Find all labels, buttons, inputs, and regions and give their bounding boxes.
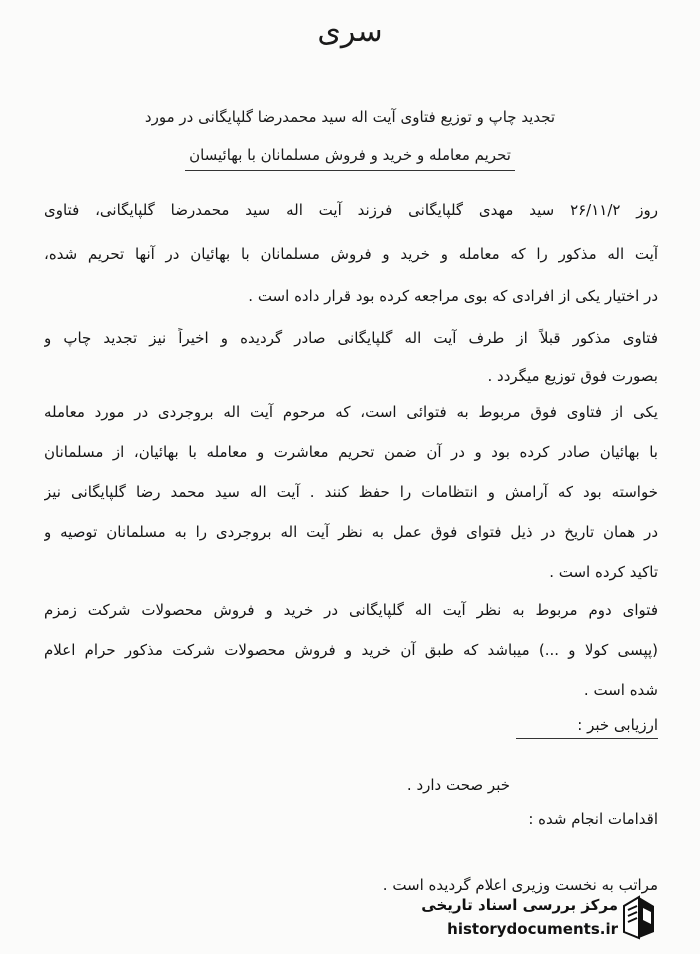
body-line-11: فتوای دوم مربوط به نظر آیت اله گلپایگانی در خرید و فروش محصولات شرکت زمزم [44,601,658,619]
assessment-heading: ارزیابی خبر : [577,716,658,734]
body-line-13: شده است . [583,681,658,699]
book-logo-icon [620,894,658,940]
document-title-line-1: تجدید چاپ و توزیع فتاوی آیت اله سید محمدرضا گلپایگانی در مورد [144,108,556,126]
assessment-heading-underline [516,738,658,739]
document-title-line-2: تحریم معامله و خرید و فروش مسلمانان با بهائیسان [189,146,511,164]
body-line-5: بصورت فوق توزیع میگردد . [487,367,658,385]
body-line-3: در اختیار یکی از افرادی که بوی مراجعه کرده بود قرار داده است . [248,287,658,305]
watermark-org-name: مرکز بررسی اسناد تاریخی [421,896,618,914]
assessment-accuracy: خبر صحت دارد . [406,776,510,794]
body-line-2: آیت اله مذکور را که معامله و خرید و فروش مسلمانان با بهائیان در آنها تحریم شده، [44,245,658,263]
body-line-10: تاکید کرده است . [549,563,658,581]
archive-watermark [418,888,658,946]
body-line-4: فتاوی مذکور قبلاً از طرف آیت اله گلپایگانی صادر گردیده و اخیراً نیز تجدید چاپ و [44,329,658,347]
body-line-8: خواسته بود که آرامش و انتظامات را حفظ کنند . آیت اله سید محمد رضا گلپایگانی نیز [44,483,658,501]
body-line-6: یکی از فتاوی فوق مربوط به فتوائی است، که مرحوم آیت اله بروجردی در مورد معامله [44,403,658,421]
actions-taken-heading: اقدامات انجام شده : [528,810,658,828]
body-line-7: با بهائیان صادر کرده بود و در آن ضمن تحریم معاشرت و معامله با بهائیان، از مسلمانان [44,443,658,461]
body-line-9: در همان تاریخ در ذیل فتوای فوق عمل به نظر آیت اله بروجردی را به مسلمانان توصیه و [44,523,658,541]
assessment-report: مراتب به نخست وزیری اعلام گردیده است . [382,876,658,894]
classification-mark: سری [317,14,383,49]
body-line-1: روز ۲۶/۱۱/۲ سید مهدی گلپایگانی فرزند آیت اله سید محمدرضا گلپایگانی، فتاوی [44,201,658,219]
body-line-12: (پپسی کولا و ...) میباشد که طبق آن خرید و فروش محصولات شرکت مذکور حرام اعلام [44,641,658,659]
title-underline [185,170,515,171]
watermark-site: historydocuments.ir [447,920,618,938]
